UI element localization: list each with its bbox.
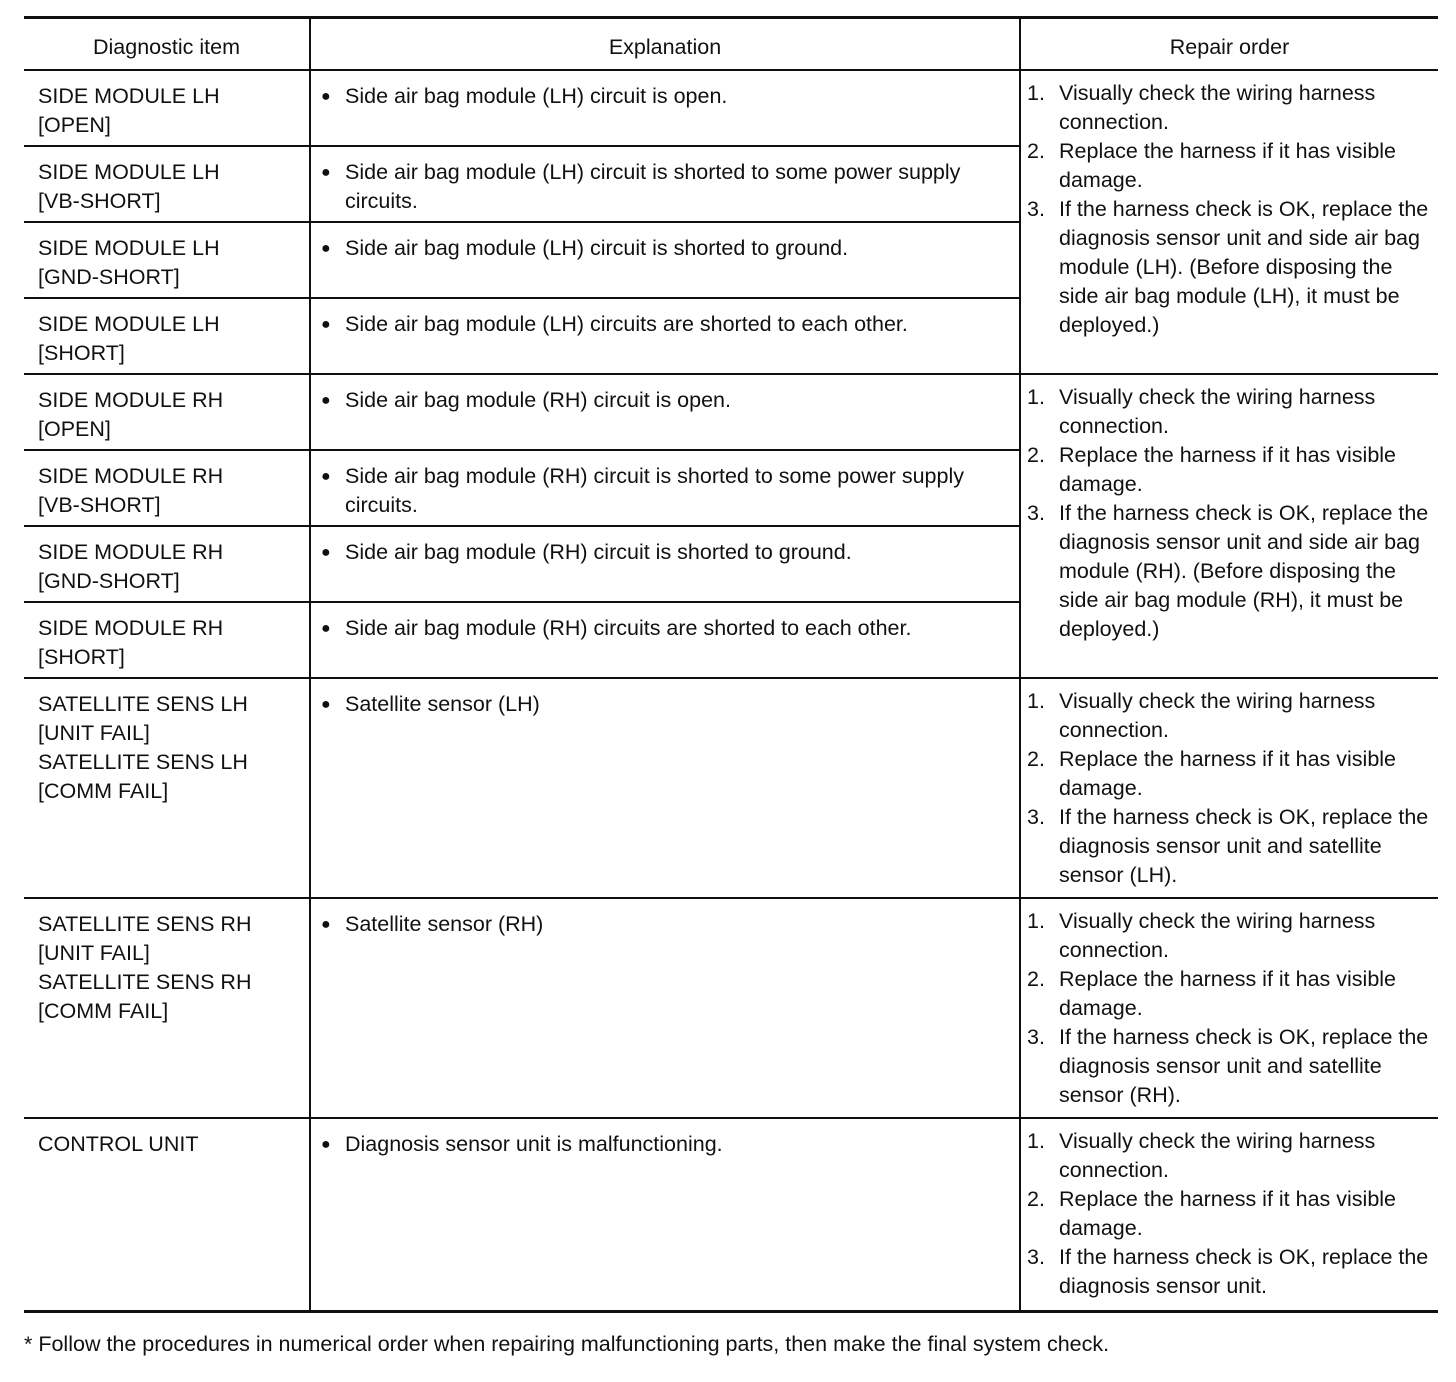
repair-order-cell xyxy=(1020,70,1438,374)
repair-step-number: 2. xyxy=(1027,966,1045,991)
explanation-cell xyxy=(310,450,1020,526)
explanation-text: Satellite sensor (LH) xyxy=(345,691,540,716)
diagnostic-item-line: SIDE MODULE LH xyxy=(38,159,220,184)
explanation-cell xyxy=(310,374,1020,450)
diagnostic-item-cell xyxy=(24,1118,310,1312)
repair-step xyxy=(1027,1023,1432,1110)
repair-steps-list xyxy=(1027,1127,1432,1301)
table-row xyxy=(24,374,1438,450)
diagnostic-item-cell xyxy=(24,678,310,898)
diagnostic-item-line: SIDE MODULE RH xyxy=(38,463,224,488)
explanation-cell xyxy=(310,222,1020,298)
explanation-text: Side air bag module (RH) circuit is open. xyxy=(345,387,731,412)
diagnostic-item-cell xyxy=(24,602,310,678)
repair-step-text: Visually check the wiring harness connection. xyxy=(1059,384,1376,438)
repair-step-number: 3. xyxy=(1027,500,1045,525)
repair-step-number: 2. xyxy=(1027,1186,1045,1211)
header-repair-order: Repair order xyxy=(1020,18,1438,70)
repair-step-text: If the harness check is OK, replace the diagnosis sensor unit and side air bag module (RH). (Before disposing the side air bag module (RH), it must be deployed.) xyxy=(1059,500,1429,641)
repair-step-number: 2. xyxy=(1027,442,1045,467)
repair-step-text: Replace the harness if it has visible damage. xyxy=(1059,138,1397,192)
repair-step-text: Replace the harness if it has visible damage. xyxy=(1059,442,1397,496)
repair-step xyxy=(1027,79,1432,137)
diagnostic-item-line: [VB-SHORT] xyxy=(38,188,161,213)
diagnostic-item-line: SIDE MODULE LH xyxy=(38,235,220,260)
explanation-text: Satellite sensor (RH) xyxy=(345,911,544,936)
header-row xyxy=(24,18,1438,70)
repair-step xyxy=(1027,441,1432,499)
explanation-cell xyxy=(310,898,1020,1118)
diagnostic-item-line: [OPEN] xyxy=(38,416,111,441)
repair-step-number: 2. xyxy=(1027,138,1045,163)
table-body xyxy=(24,70,1438,1312)
diagnostic-item-line: SATELLITE SENS LH xyxy=(38,691,248,716)
diagnostic-item-line: [GND-SHORT] xyxy=(38,568,180,593)
diagnostic-table xyxy=(24,16,1438,1313)
repair-step-number: 1. xyxy=(1027,908,1045,933)
table-row xyxy=(24,898,1438,1118)
bullet-icon: ● xyxy=(321,239,331,257)
repair-step-text: Visually check the wiring harness connection. xyxy=(1059,688,1376,742)
explanation-text: Side air bag module (RH) circuit is shorted to some power supply circuits. xyxy=(345,463,964,517)
diagnostic-item-line: [UNIT FAIL] xyxy=(38,940,150,965)
repair-step-text: If the harness check is OK, replace the diagnosis sensor unit and side air bag module (LH). (Before disposing the side air bag module (LH), it must be deployed.) xyxy=(1059,196,1429,337)
bullet-icon: ● xyxy=(321,915,331,933)
diagnostic-item-line: SATELLITE SENS RH xyxy=(38,911,252,936)
diagnostic-item-line: [SHORT] xyxy=(38,340,125,365)
explanation-cell xyxy=(310,526,1020,602)
repair-step xyxy=(1027,499,1432,644)
diagnostic-item-line: SIDE MODULE LH xyxy=(38,83,220,108)
diagnostic-item-cell xyxy=(24,222,310,298)
repair-order-cell xyxy=(1020,678,1438,898)
repair-step-number: 3. xyxy=(1027,804,1045,829)
explanation-cell xyxy=(310,1118,1020,1312)
diagnostic-item-cell xyxy=(24,898,310,1118)
repair-step-text: Replace the harness if it has visible damage. xyxy=(1059,746,1397,800)
repair-step-number: 1. xyxy=(1027,384,1045,409)
diagnostic-item-line: SIDE MODULE RH xyxy=(38,615,224,640)
explanation-text: Side air bag module (LH) circuit is open. xyxy=(345,83,728,108)
explanation-cell xyxy=(310,298,1020,374)
diagnostic-item-cell xyxy=(24,450,310,526)
repair-order-cell xyxy=(1020,898,1438,1118)
diagnostic-item-line: SIDE MODULE RH xyxy=(38,387,224,412)
bullet-icon: ● xyxy=(321,1135,331,1153)
repair-step-text: If the harness check is OK, replace the diagnosis sensor unit and satellite sensor (RH). xyxy=(1059,1024,1429,1107)
diagnostic-item-line: [UNIT FAIL] xyxy=(38,720,150,745)
diagnostic-item-line: [COMM FAIL] xyxy=(38,998,169,1023)
diagnostic-item-cell xyxy=(24,298,310,374)
repair-step-text: Replace the harness if it has visible damage. xyxy=(1059,1186,1397,1240)
table-row xyxy=(24,678,1438,898)
diagnostic-item-line: CONTROL UNIT xyxy=(38,1131,199,1156)
explanation-text: Side air bag module (RH) circuits are shorted to each other. xyxy=(345,615,912,640)
explanation-text: Diagnosis sensor unit is malfunctioning. xyxy=(345,1131,723,1156)
repair-step-text: If the harness check is OK, replace the diagnosis sensor unit and satellite sensor (LH). xyxy=(1059,804,1429,887)
diagnostic-item-cell xyxy=(24,70,310,146)
repair-step xyxy=(1027,803,1432,890)
explanation-text: Side air bag module (RH) circuit is shorted to ground. xyxy=(345,539,852,564)
table-row xyxy=(24,70,1438,146)
bullet-icon: ● xyxy=(321,543,331,561)
diagnostic-item-line: [SHORT] xyxy=(38,644,125,669)
bullet-icon: ● xyxy=(321,695,331,713)
explanation-text: Side air bag module (LH) circuits are shorted to each other. xyxy=(345,311,908,336)
header-diagnostic-item: Diagnostic item xyxy=(24,18,310,70)
repair-step-number: 1. xyxy=(1027,688,1045,713)
repair-step xyxy=(1027,383,1432,441)
repair-step xyxy=(1027,907,1432,965)
bullet-icon: ● xyxy=(321,315,331,333)
repair-step xyxy=(1027,1185,1432,1243)
repair-step-text: Visually check the wiring harness connection. xyxy=(1059,908,1376,962)
repair-steps-list xyxy=(1027,687,1432,890)
bullet-icon: ● xyxy=(321,467,331,485)
repair-steps-list xyxy=(1027,907,1432,1110)
explanation-text: Side air bag module (LH) circuit is shorted to ground. xyxy=(345,235,849,260)
diagnostic-item-line: [COMM FAIL] xyxy=(38,778,169,803)
repair-step-text: Replace the harness if it has visible damage. xyxy=(1059,966,1397,1020)
diagnostic-item-line: SIDE MODULE LH xyxy=(38,311,220,336)
diagnostic-item-cell xyxy=(24,374,310,450)
bullet-icon: ● xyxy=(321,391,331,409)
repair-step-number: 1. xyxy=(1027,80,1045,105)
repair-steps-list xyxy=(1027,383,1432,644)
repair-step xyxy=(1027,965,1432,1023)
repair-step xyxy=(1027,687,1432,745)
repair-step-number: 3. xyxy=(1027,1244,1045,1269)
bullet-icon: ● xyxy=(321,87,331,105)
explanation-cell xyxy=(310,146,1020,222)
diagnostic-item-cell xyxy=(24,146,310,222)
diagnostic-item-line: SATELLITE SENS LH xyxy=(38,749,248,774)
bullet-icon: ● xyxy=(321,163,331,181)
repair-step-number: 3. xyxy=(1027,196,1045,221)
repair-order-cell xyxy=(1020,374,1438,678)
table-row xyxy=(24,1118,1438,1312)
repair-step xyxy=(1027,1243,1432,1301)
repair-step-text: If the harness check is OK, replace the diagnosis sensor unit. xyxy=(1059,1244,1429,1298)
repair-step xyxy=(1027,195,1432,340)
diagnostic-item-line: SATELLITE SENS RH xyxy=(38,969,252,994)
repair-step-number: 2. xyxy=(1027,746,1045,771)
repair-step-text: Visually check the wiring harness connection. xyxy=(1059,80,1376,134)
header-explanation: Explanation xyxy=(310,18,1020,70)
repair-step xyxy=(1027,137,1432,195)
bullet-icon: ● xyxy=(321,619,331,637)
repair-step-text: Visually check the wiring harness connection. xyxy=(1059,1128,1376,1182)
repair-step xyxy=(1027,745,1432,803)
explanation-text: Side air bag module (LH) circuit is shorted to some power supply circuits. xyxy=(345,159,961,213)
diagnostic-item-line: SIDE MODULE RH xyxy=(38,539,224,564)
repair-step-number: 1. xyxy=(1027,1128,1045,1153)
diagnostic-item-cell xyxy=(24,526,310,602)
diagnostic-item-line: [GND-SHORT] xyxy=(38,264,180,289)
repair-order-cell xyxy=(1020,1118,1438,1312)
repair-step xyxy=(1027,1127,1432,1185)
footnote: * Follow the procedures in numerical order when repairing malfunctioning parts, then make the final system check. xyxy=(24,1332,1110,1356)
repair-steps-list xyxy=(1027,79,1432,340)
repair-step-number: 3. xyxy=(1027,1024,1045,1049)
diagnostic-item-line: [OPEN] xyxy=(38,112,111,137)
explanation-cell xyxy=(310,602,1020,678)
explanation-cell xyxy=(310,70,1020,146)
explanation-cell xyxy=(310,678,1020,898)
diagnostic-item-line: [VB-SHORT] xyxy=(38,492,161,517)
